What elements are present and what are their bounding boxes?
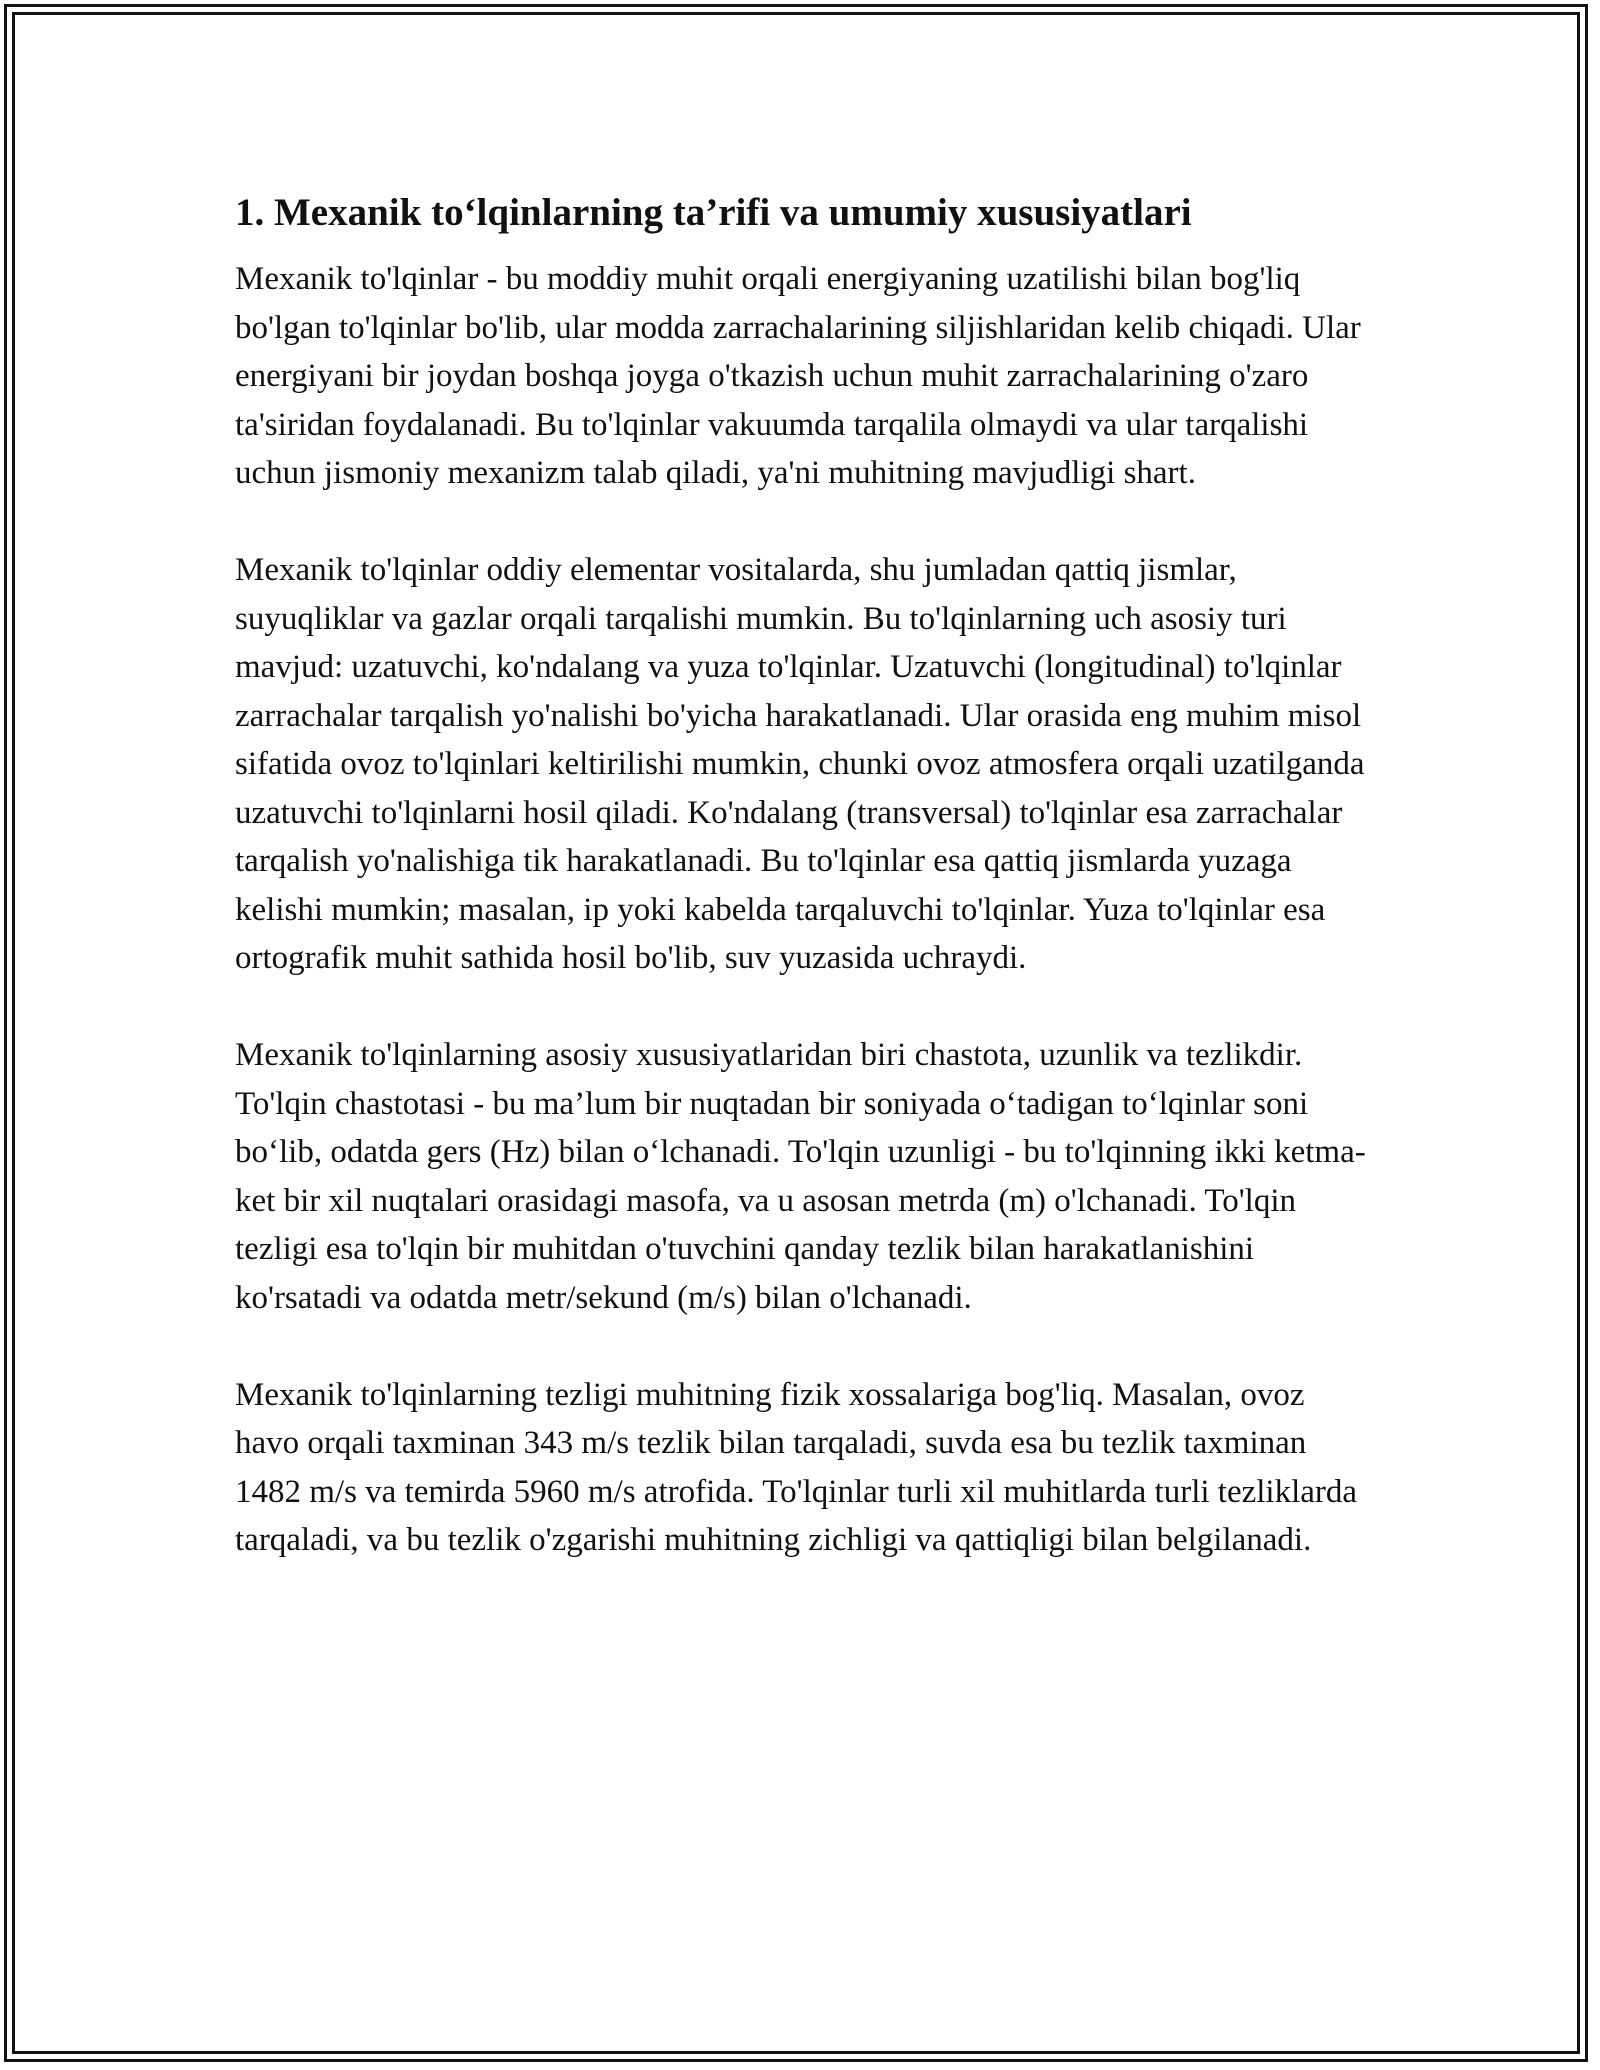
paragraph-speed: Mexanik to'lqinlarning tezligi muhitning fizik xossalariga bog'liq. Masalan, ovoz havo orqali taxminan 343 m/s tezlik bilan tarqaladi, suvda esa bu tezlik taxminan 1482 m/s va temirda 5960 m/s atrofida. To'lqinlar turli xil muhitlarda turli tezliklarda tarqaladi, va bu tezlik o'zgarishi muhitning zichligi va qattiqligi bilan belgilanadi. <box>235 1376 1358 1558</box>
document-body <box>235 185 1370 1613</box>
paragraph-definition: Mexanik to'lqinlar - bu moddiy muhit orqali energiyaning uzatilishi bilan bog'liq bo'lgan to'lqinlar bo'lib, ular modda zarrachalarining siljishlaridan kelib chiqadi. Ular energiyani bir joydan boshqa joyga o'tkazish uchun muhit zarrachalarining o'zaro ta'siridan foydalanadi. Bu to'lqinlar vakuumda tarqalila olmaydi va ular tarqalishi uchun jismoniy mexanizm talab qiladi, ya'ni muhitning mavjudligi shart. <box>235 261 1361 491</box>
paragraph-types: Mexanik to'lqinlar oddiy elementar vositalarda, shu jumladan qattiq jismlar, suyuqliklar va gazlar orqali tarqalishi mumkin. Bu to'lqinlarning uch asosiy turi mavjud: uzatuvchi, ko'ndalang va yuza to'lqinlar. Uzatuvchi (longitudinal) to'lqinlar zarrachalar tarqalish yo'nalishi bo'yicha harakatlanadi. Ular orasida eng muhim misol sifatida ovoz to'lqinlari keltirilishi mumkin, chunki ovoz atmosfera orqali uzatilganda uzatuvchi to'lqinlarni hosil qiladi. Ko'ndalang (transversal) to'lqinlar esa zarrachalar tarqalish yo'nalishiga tik harakatlanadi. Bu to'lqinlar esa qattiq jismlarda yuzaga kelishi mumkin; masalan, ip yoki kabelda tarqaluvchi to'lqinlar. Yuza to'lqinlar esa ortografik muhit sathida hosil bo'lib, suv yuzasida uchraydi. <box>235 552 1365 976</box>
paragraph-properties: Mexanik to'lqinlarning asosiy xususiyatlaridan biri chastota, uzunlik va tezlikdir. To'lqin chastotasi - bu ma’lum bir nuqtadan bir soniyada o‘tadigan to‘lqinlar soni bo‘lib, odatda gers (Hz) bilan o‘lchanadi. To'lqin uzunligi - bu to'lqinning ikki ketma-ket bir xil nuqtalari orasidagi masofa, va u asosan metrda (m) o'lchanadi. To'lqin tezligi esa to'lqin bir muhitdan o'tuvchini qanday tezlik bilan harakatlanishini ko'rsatadi va odatda metr/sekund (m/s) bilan o'lchanadi. <box>235 1037 1366 1316</box>
section-heading: 1. Mexanik to‘lqinlarning ta’rifi va umumiy xususiyatlari <box>235 191 1192 234</box>
